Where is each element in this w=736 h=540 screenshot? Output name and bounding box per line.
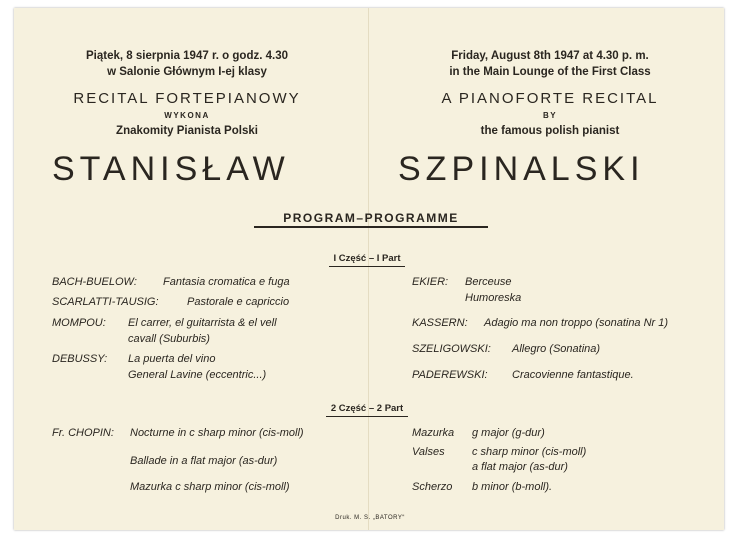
program-title-underline <box>254 226 488 228</box>
left-place: w Salonie Głównym I-ej klasy <box>107 66 267 78</box>
part1-underline <box>329 266 405 267</box>
program-sheet <box>14 8 724 530</box>
left-by: WYKONA <box>164 111 210 120</box>
left-recital-title: RECITAL FORTEPIANOWY <box>73 90 301 107</box>
work-el-carrer: El carrer, el guitarrista & el vell <box>128 317 277 329</box>
work-fantasia: Fantasia cromatica e fuga <box>163 276 290 288</box>
composer-ekier: EKIER: <box>412 276 449 288</box>
work-ballade: Ballade in a flat major (as-dur) <box>130 455 278 467</box>
fold-crease <box>368 8 369 530</box>
right-place: in the Main Lounge of the First Class <box>449 66 651 78</box>
composer-bach-buelow: BACH-BUELOW: <box>52 276 137 288</box>
composer-paderewski: PADEREWSKI: <box>412 369 488 381</box>
left-pianist: Znakomity Pianista Polski <box>116 125 258 137</box>
work-berceuse: Berceuse <box>465 276 512 288</box>
work-allegro: Allegro (Sonatina) <box>512 343 601 355</box>
right-pianist: the famous polish pianist <box>480 125 620 137</box>
work-adagio: Adagio ma non troppo (sonatina Nr 1) <box>484 317 669 329</box>
work-suburbis: cavall (Suburbis) <box>128 333 210 345</box>
part2-title: 2 Część – 2 Part <box>330 403 404 414</box>
composer-mompou: MOMPOU: <box>52 317 106 329</box>
composer-szeligowski: SZELIGOWSKI: <box>412 343 491 355</box>
work-pastorale: Pastorale e capriccio <box>187 296 290 308</box>
right-recital-title: A PIANOFORTE RECITAL <box>441 90 659 107</box>
work-scherzo: b minor (b-moll). <box>472 481 553 493</box>
part1-title: I Część – I Part <box>333 253 401 264</box>
right-date: Friday, August 8th 1947 at 4.30 p. m. <box>451 50 649 62</box>
left-date: Piątek, 8 sierpnia 1947 r. o godz. 4.30 <box>86 50 288 62</box>
work-humoreska: Humoreska <box>465 292 522 304</box>
composer-debussy: DEBUSSY: <box>52 353 108 365</box>
part2-underline <box>326 416 408 417</box>
work-general-lavine: General Lavine (eccentric...) <box>128 369 267 381</box>
composer-chopin: Fr. CHOPIN: <box>52 427 114 439</box>
right-by: BY <box>542 111 558 120</box>
work-valse-c-sharp: c sharp minor (cis-moll) <box>472 446 587 458</box>
label-scherzo: Scherzo <box>412 481 453 493</box>
printer-footer: Druk. M. S. „BATORY“ <box>335 515 405 521</box>
pianist-first-name: STANISŁAW <box>52 150 290 188</box>
work-cracovienne: Cracovienne fantastique. <box>512 369 634 381</box>
program-title: PROGRAM–PROGRAMME <box>283 211 459 225</box>
label-valses: Valses <box>412 446 445 458</box>
work-puerta-del-vino: La puerta del vino <box>128 353 216 365</box>
composer-kassern: KASSERN: <box>412 317 468 329</box>
composer-scarlatti-tausig: SCARLATTI-TAUSIG: <box>52 296 159 308</box>
label-mazurka: Mazurka <box>412 427 455 439</box>
work-valse-a-flat: a flat major (as-dur) <box>472 461 568 473</box>
work-mazurka-c-sharp: Mazurka c sharp minor (cis-moll) <box>130 481 290 493</box>
work-mazurka-g-major: g major (g-dur) <box>472 427 545 439</box>
pianist-last-name: SZPINALSKI <box>398 150 645 188</box>
work-nocturne: Nocturne in c sharp minor (cis-moll) <box>130 427 304 439</box>
